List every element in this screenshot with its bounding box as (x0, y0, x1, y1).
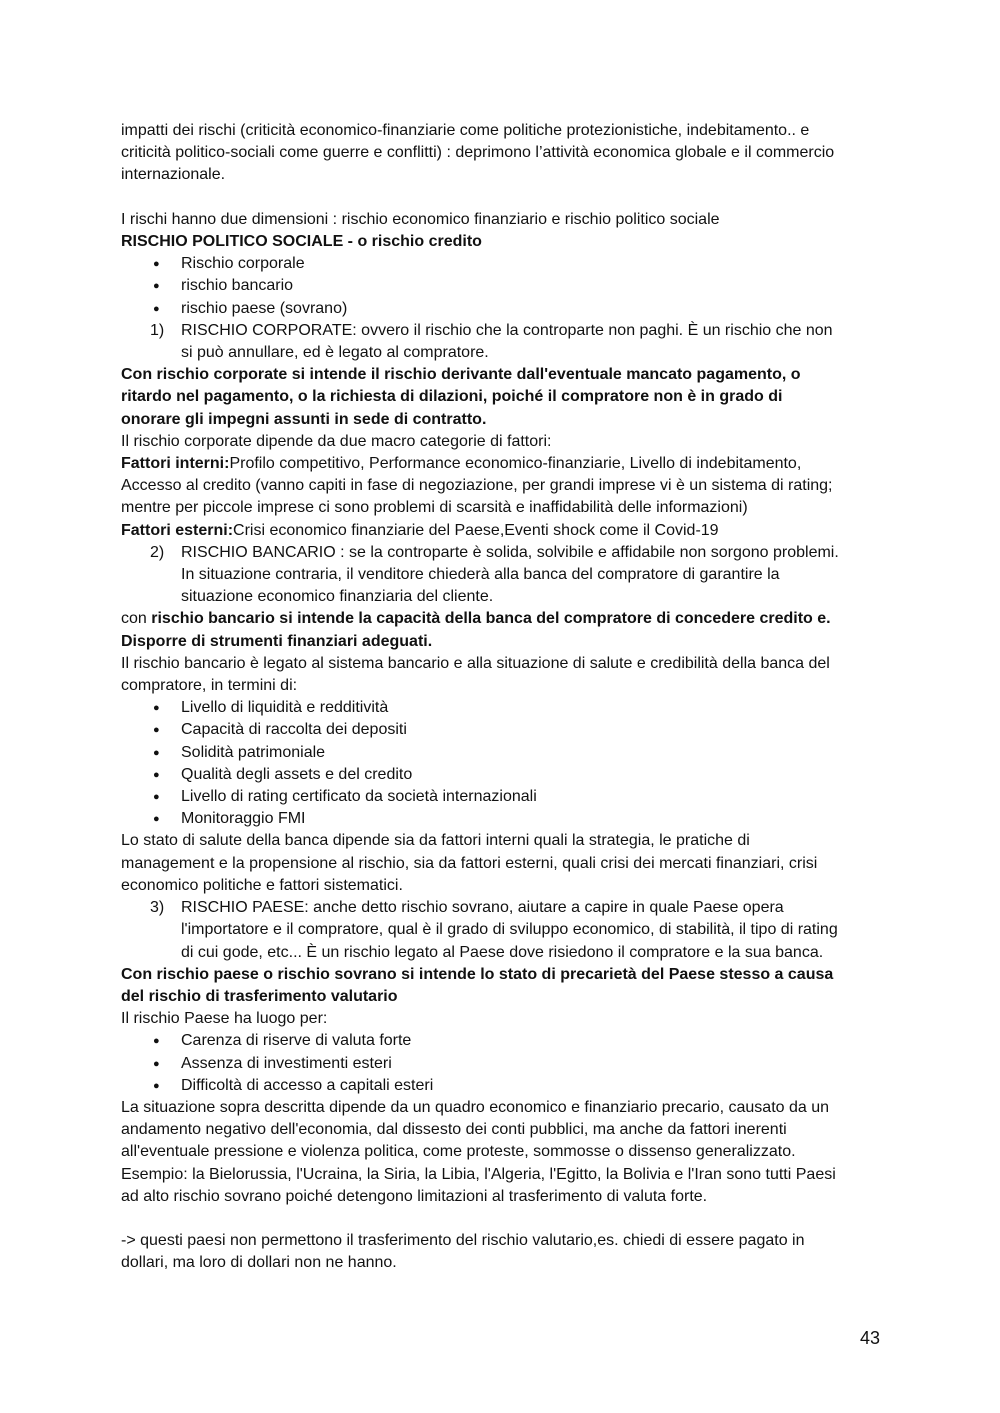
list-item: ● Solidità patrimoniale (121, 742, 881, 764)
text-line: Esempio: la Bielorussia, l'Ucraina, la Siria, la Libia, l'Algeria, l'Egitto, la Bolivia e l'Iran sono tutti Paesi (121, 1165, 836, 1183)
text-line: ritardo nel pagamento, o la richiesta di dilazioni, poiché il compratore non è in grado di (121, 388, 783, 406)
text-line: RISCHIO CORPORATE: ovvero il rischio che la controparte non paghi. È un rischio che non (181, 321, 833, 339)
list-item: ● Rischio corporale (121, 253, 881, 275)
text-line: internazionale. (121, 166, 226, 184)
text-line: RISCHIO PAESE: anche detto rischio sovrano, aiutare a capire in quale Paese opera (181, 899, 784, 917)
text-line: del rischio di trasferimento valutario (121, 987, 398, 1005)
list-item: ● Assenza di investimenti esteri (121, 1053, 881, 1075)
corporate-definition (121, 364, 881, 431)
text-line: di cui gode, etc... È un rischio legato al Paese dove risiedono il compratore e la sua banca. (181, 943, 824, 961)
bank-health-paragraph (121, 830, 881, 897)
dimensions-paragraph: I rischi hanno due dimensioni : rischio economico finanziario e rischio politico sociale (121, 210, 720, 228)
text-line: impatti dei rischi (criticità economico-finanziarie come politiche protezionistiche, indebitamento.. e (121, 122, 810, 139)
risk-types-list (121, 253, 881, 320)
list-item: ● Qualità degli assets e del credito (121, 764, 881, 786)
list-item: ● Livello di rating certificato da società internazionali (121, 786, 881, 808)
text-line: RISCHIO BANCARIO : se la controparte è solida, solvibile e affidabile non sorgono problemi. (181, 543, 839, 561)
item-number: 2) (150, 543, 165, 561)
intro-paragraph (121, 120, 881, 187)
text-line: Lo stato di salute della banca dipende sia da fattori interni quali la strategia, le pratiche di (121, 832, 750, 850)
numbered-item-corporate (121, 320, 881, 364)
section-heading: RISCHIO POLITICO SOCIALE - o rischio credito (121, 233, 482, 250)
paese-definition (121, 964, 881, 1008)
internal-factors-label: Fattori interni: (121, 455, 230, 473)
text-line: criticità politico-sociali come guerre e conflitti) : deprimono l’attività economica globale e il commercio (121, 144, 835, 162)
text-line: all'eventuale pressione e violenza politica, come proteste, sommosse o dissenso generalizzato. (121, 1143, 796, 1161)
text-line: La situazione sopra descritta dipende da un quadro economico e finanziario precario, causato da un (121, 1098, 830, 1116)
page-number: 43 (859, 1328, 880, 1348)
text-line: management e la propensione al rischio, sia da fattori esterni, quali crisi dei mercati finanziari, crisi (121, 854, 818, 872)
bancario-paragraph (121, 653, 881, 697)
text-line: -> questi paesi non permettono il trasferimento del rischio valutario,es. chiedi di essere pagato in (121, 1232, 805, 1250)
numbered-item-paese (121, 897, 881, 964)
external-factors-text: Crisi economico finanziarie del Paese,Eventi shock come il Covid-19 (233, 521, 719, 539)
text-line: economico politiche e fattori sistematici. (121, 876, 403, 894)
numbered-item-bancario (121, 542, 881, 609)
internal-factors-text: Profilo competitivo, Performance economico-finanziarie, Livello di indebitamento, (229, 455, 802, 473)
list-item: ● Capacità di raccolta dei depositi (121, 719, 881, 741)
situation-paragraph (121, 1097, 881, 1208)
bancario-prefix: con (121, 610, 152, 628)
text-line: In situazione contraria, il venditore chiederà alla banca del compratore di garantire la (181, 566, 780, 584)
closing-note (121, 1230, 881, 1274)
corporate-factors-intro: Il rischio corporate dipende da due macro categorie di fattori: (121, 432, 552, 450)
text-line: si può annullare, ed è legato al compratore. (181, 344, 489, 362)
text-line: mentre per piccole imprese ci sono problemi di scarsità e inaffidabilità delle informazioni) (121, 499, 748, 517)
internal-factors (121, 453, 881, 520)
text-line: dollari, ma loro di dollari non ne hanno. (121, 1254, 397, 1272)
bancario-bold: rischio bancario si intende la capacità della banca del compratore di concedere credito e. (151, 610, 831, 628)
bancario-definition (121, 608, 881, 652)
text-line: Con rischio corporate si intende il rischio derivante dall'eventuale mancato pagamento, o (121, 366, 801, 384)
list-item: ● rischio paese (sovrano) (121, 298, 881, 320)
text-line: onorare gli impegni assunti in sede di contratto. (121, 410, 487, 428)
item-number: 3) (150, 899, 165, 917)
list-item: ● Monitoraggio FMI (121, 808, 881, 830)
text-line: Accesso al credito (vanno capiti in fase di negoziazione, per grandi imprese vi è un sistema di rating; (121, 477, 833, 495)
text-line: Disporre di strumenti finanziari adeguati. (121, 632, 433, 650)
list-item: ● rischio bancario (121, 275, 881, 297)
text-line: situazione economico finanziaria del cliente. (181, 588, 494, 606)
list-item: ● Carenza di riserve di valuta forte (121, 1030, 881, 1052)
item-number: 1) (150, 321, 165, 339)
text-line: l'importatore e il compratore, qual è il grado di sviluppo economico, di stabilità, il tipo di rating (181, 921, 838, 939)
paese-causes-list (121, 1030, 881, 1097)
bank-criteria-list (121, 697, 881, 830)
text-line: compratore, in termini di: (121, 677, 298, 695)
list-item: ● Livello di liquidità e redditività (121, 697, 881, 719)
external-factors (121, 520, 881, 542)
text-line: Con rischio paese o rischio sovrano si intende lo stato di precarietà del Paese stesso a causa (121, 965, 834, 983)
text-line: ad alto rischio sovrano poiché detengono limitazioni al trasferimento di valuta forte. (121, 1187, 708, 1205)
external-factors-label: Fattori esterni: (121, 521, 234, 539)
paese-causes-intro: Il rischio Paese ha luogo per: (121, 1010, 328, 1028)
text-line: andamento negativo dell'economia, dal dissesto dei conti pubblici, ma anche da fattori inerenti (121, 1121, 787, 1139)
text-line: Il rischio bancario è legato al sistema bancario e alla situazione di salute e credibilità della banca del (121, 654, 830, 672)
document-page (121, 120, 881, 1275)
list-item: ● Difficoltà di accesso a capitali esteri (121, 1075, 881, 1097)
